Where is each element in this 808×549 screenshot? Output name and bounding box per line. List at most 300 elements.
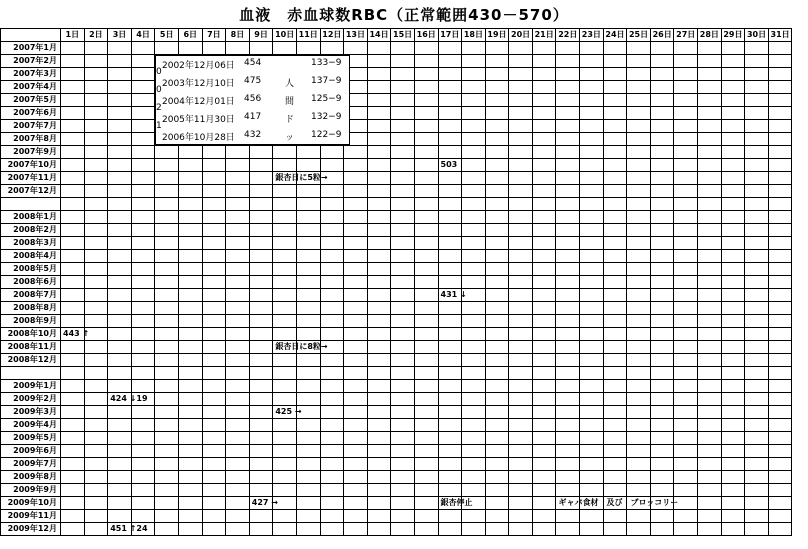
day-cell	[721, 302, 745, 315]
day-cell	[391, 237, 415, 250]
day-cell	[603, 276, 627, 289]
day-cell	[108, 510, 132, 523]
day-cell	[485, 419, 509, 432]
day-cell	[698, 471, 722, 484]
day-cell	[509, 341, 533, 354]
day-cell	[698, 419, 722, 432]
day-cell	[391, 471, 415, 484]
day-cell	[320, 211, 344, 224]
day-cell	[745, 302, 769, 315]
day-cell	[84, 159, 108, 172]
day-cell	[367, 328, 391, 341]
day-cell	[391, 81, 415, 94]
day-header: 8日	[226, 29, 250, 42]
day-cell	[674, 302, 698, 315]
day-cell	[131, 315, 155, 328]
day-cell	[414, 68, 438, 81]
day-cell	[674, 354, 698, 367]
day-cell	[226, 263, 250, 276]
day-cell	[178, 263, 202, 276]
day-cell	[249, 146, 273, 159]
day-cell	[202, 185, 226, 198]
day-cell	[650, 94, 674, 107]
day-cell	[391, 172, 415, 185]
day-cell	[108, 68, 132, 81]
day-cell	[556, 458, 580, 471]
day-cell	[462, 315, 486, 328]
day-cell	[768, 445, 792, 458]
day-cell	[131, 289, 155, 302]
day-cell	[131, 198, 155, 211]
day-cell	[155, 445, 179, 458]
day-cell	[462, 133, 486, 146]
day-cell	[650, 198, 674, 211]
day-cell	[698, 393, 722, 406]
popup-value: 417	[244, 112, 262, 122]
day-cell	[721, 367, 745, 380]
day-cell	[532, 185, 556, 198]
day-cell	[768, 185, 792, 198]
day-cell	[698, 367, 722, 380]
day-cell	[485, 276, 509, 289]
day-cell	[698, 107, 722, 120]
day-cell	[61, 263, 85, 276]
day-cell	[462, 94, 486, 107]
day-cell	[226, 302, 250, 315]
day-cell	[84, 315, 108, 328]
day-cell	[627, 94, 651, 107]
day-cell	[556, 198, 580, 211]
day-cell	[745, 380, 769, 393]
day-cell	[249, 484, 273, 497]
day-cell	[249, 445, 273, 458]
day-cell	[273, 523, 297, 536]
day-cell	[344, 185, 368, 198]
day-cell	[438, 406, 462, 419]
day-cell	[438, 354, 462, 367]
day-cell	[438, 445, 462, 458]
day-cell	[509, 380, 533, 393]
day-cell	[627, 120, 651, 133]
day-cell	[532, 458, 556, 471]
day-cell	[296, 367, 320, 380]
day-cell	[603, 367, 627, 380]
day-cell	[580, 341, 604, 354]
month-label	[1, 198, 61, 211]
day-cell	[202, 211, 226, 224]
day-cell	[155, 354, 179, 367]
day-cell	[485, 328, 509, 341]
day-cell	[273, 458, 297, 471]
day-cell	[509, 471, 533, 484]
day-cell	[226, 198, 250, 211]
day-cell	[155, 523, 179, 536]
day-cell	[768, 367, 792, 380]
day-cell	[438, 380, 462, 393]
day-cell	[556, 289, 580, 302]
day-cell	[556, 432, 580, 445]
day-cell	[108, 497, 132, 510]
day-cell	[226, 159, 250, 172]
day-cell	[650, 367, 674, 380]
day-cell	[580, 94, 604, 107]
day-cell	[391, 341, 415, 354]
day-cell	[580, 250, 604, 263]
day-header: 4日	[131, 29, 155, 42]
day-cell	[108, 328, 132, 341]
day-cell	[155, 224, 179, 237]
popup-date: 2004年12月01日	[162, 97, 235, 107]
day-cell	[462, 263, 486, 276]
day-cell	[414, 315, 438, 328]
popup-wrap: 1	[156, 121, 162, 131]
day-cell	[226, 432, 250, 445]
day-cell	[61, 276, 85, 289]
day-cell	[273, 185, 297, 198]
day-cell	[745, 445, 769, 458]
day-cell	[603, 289, 627, 302]
day-cell	[320, 159, 344, 172]
day-cell	[414, 367, 438, 380]
day-cell	[674, 432, 698, 445]
day-cell	[414, 107, 438, 120]
day-cell	[603, 432, 627, 445]
day-cell	[178, 341, 202, 354]
day-cell	[391, 380, 415, 393]
day-cell	[320, 445, 344, 458]
day-cell	[226, 185, 250, 198]
day-header: 12日	[320, 29, 344, 42]
day-cell	[509, 328, 533, 341]
cell-note: 503	[440, 160, 458, 169]
day-cell	[178, 198, 202, 211]
day-header: 2日	[84, 29, 108, 42]
day-cell	[155, 289, 179, 302]
day-cell	[745, 406, 769, 419]
day-cell	[131, 484, 155, 497]
day-cell	[603, 55, 627, 68]
day-cell	[202, 497, 226, 510]
day-cell	[155, 146, 179, 159]
monthly-grid	[0, 28, 792, 536]
day-cell	[745, 315, 769, 328]
month-label: 2009年9月	[1, 484, 61, 497]
day-cell	[273, 393, 297, 406]
day-cell	[367, 94, 391, 107]
day-cell	[131, 458, 155, 471]
day-cell	[391, 146, 415, 159]
day-cell	[721, 315, 745, 328]
day-cell	[61, 224, 85, 237]
day-cell	[698, 133, 722, 146]
day-cell	[155, 341, 179, 354]
day-cell	[344, 497, 368, 510]
day-cell	[485, 263, 509, 276]
day-cell	[580, 81, 604, 94]
day-cell	[721, 68, 745, 81]
day-cell	[745, 471, 769, 484]
month-row	[1, 146, 792, 159]
day-cell	[721, 484, 745, 497]
day-header: 25日	[627, 29, 651, 42]
day-cell	[674, 406, 698, 419]
day-cell	[462, 380, 486, 393]
day-cell	[131, 328, 155, 341]
day-header: 30日	[745, 29, 769, 42]
day-cell	[698, 523, 722, 536]
day-cell	[485, 185, 509, 198]
day-cell	[249, 224, 273, 237]
day-cell	[556, 406, 580, 419]
month-label: 2007年12月	[1, 185, 61, 198]
day-cell	[367, 315, 391, 328]
day-cell	[367, 380, 391, 393]
day-cell	[108, 315, 132, 328]
day-cell	[509, 68, 533, 81]
day-cell	[202, 289, 226, 302]
day-cell	[462, 146, 486, 159]
day-header: 27日	[674, 29, 698, 42]
day-cell	[296, 276, 320, 289]
day-header: 5日	[155, 29, 179, 42]
day-cell	[627, 510, 651, 523]
day-cell	[296, 328, 320, 341]
day-cell	[745, 185, 769, 198]
day-cell	[108, 432, 132, 445]
day-cell	[61, 211, 85, 224]
day-cell	[627, 367, 651, 380]
day-cell	[296, 380, 320, 393]
day-cell	[603, 471, 627, 484]
day-cell	[367, 198, 391, 211]
day-cell	[485, 380, 509, 393]
day-cell	[438, 276, 462, 289]
day-cell	[698, 172, 722, 185]
day-cell	[556, 42, 580, 55]
day-cell	[414, 289, 438, 302]
day-cell	[320, 185, 344, 198]
day-cell	[84, 250, 108, 263]
month-label: 2009年4月	[1, 419, 61, 432]
day-cell	[509, 523, 533, 536]
day-cell	[462, 432, 486, 445]
day-cell	[509, 81, 533, 94]
day-cell	[296, 484, 320, 497]
day-cell	[344, 406, 368, 419]
day-cell	[674, 159, 698, 172]
day-cell	[344, 302, 368, 315]
day-cell	[367, 484, 391, 497]
month-row	[1, 497, 792, 510]
day-cell	[556, 484, 580, 497]
day-header: 22日	[556, 29, 580, 42]
day-cell	[745, 276, 769, 289]
day-cell	[438, 55, 462, 68]
day-cell	[178, 523, 202, 536]
day-cell	[509, 484, 533, 497]
day-cell	[344, 393, 368, 406]
day-cell	[674, 68, 698, 81]
day-cell	[485, 81, 509, 94]
day-cell	[745, 419, 769, 432]
day-cell	[438, 172, 462, 185]
day-cell	[438, 68, 462, 81]
month-row	[1, 289, 792, 302]
day-cell	[580, 289, 604, 302]
day-cell	[108, 471, 132, 484]
day-cell	[509, 237, 533, 250]
day-cell	[320, 458, 344, 471]
day-cell	[61, 172, 85, 185]
month-row	[1, 133, 792, 146]
day-cell	[155, 458, 179, 471]
month-label: 2009年3月	[1, 406, 61, 419]
day-cell	[745, 172, 769, 185]
month-label: 2009年10月	[1, 497, 61, 510]
day-cell	[367, 81, 391, 94]
day-cell	[84, 458, 108, 471]
day-cell	[178, 185, 202, 198]
day-cell	[226, 315, 250, 328]
day-cell	[580, 367, 604, 380]
day-cell	[485, 406, 509, 419]
day-cell	[178, 328, 202, 341]
day-cell	[61, 406, 85, 419]
day-cell	[485, 302, 509, 315]
day-cell	[462, 393, 486, 406]
day-cell	[84, 380, 108, 393]
day-cell	[650, 419, 674, 432]
day-cell	[509, 406, 533, 419]
day-cell	[721, 224, 745, 237]
day-cell	[391, 393, 415, 406]
day-cell	[674, 367, 698, 380]
day-cell	[131, 237, 155, 250]
day-cell	[61, 81, 85, 94]
popup-char: ッ	[285, 133, 295, 143]
day-cell	[462, 367, 486, 380]
day-cell	[61, 55, 85, 68]
day-cell	[61, 354, 85, 367]
day-cell	[438, 185, 462, 198]
day-cell	[603, 315, 627, 328]
day-cell	[745, 497, 769, 510]
day-cell	[61, 341, 85, 354]
day-cell	[438, 120, 462, 133]
day-cell	[768, 81, 792, 94]
day-header: 6日	[178, 29, 202, 42]
day-cell	[556, 68, 580, 81]
day-cell	[721, 432, 745, 445]
popup-range: 132−9	[311, 112, 342, 122]
day-cell	[249, 341, 273, 354]
day-cell	[320, 354, 344, 367]
day-cell	[745, 328, 769, 341]
day-cell	[202, 198, 226, 211]
day-cell	[108, 81, 132, 94]
day-cell	[344, 367, 368, 380]
day-cell	[768, 302, 792, 315]
day-cell	[532, 406, 556, 419]
day-cell	[698, 224, 722, 237]
day-cell	[391, 510, 415, 523]
month-label: 2008年8月	[1, 302, 61, 315]
day-cell	[745, 107, 769, 120]
day-cell	[627, 81, 651, 94]
day-cell	[674, 315, 698, 328]
day-cell	[391, 484, 415, 497]
day-cell	[249, 367, 273, 380]
day-cell	[344, 341, 368, 354]
day-cell	[485, 120, 509, 133]
day-cell	[296, 211, 320, 224]
popup-value: 432	[244, 130, 262, 140]
day-cell	[462, 120, 486, 133]
day-cell	[108, 211, 132, 224]
month-label: 2009年2月	[1, 393, 61, 406]
day-cell	[108, 380, 132, 393]
day-cell	[226, 289, 250, 302]
day-cell	[745, 237, 769, 250]
day-cell	[627, 133, 651, 146]
day-cell	[532, 237, 556, 250]
day-cell	[320, 263, 344, 276]
day-cell	[61, 497, 85, 510]
day-cell	[367, 432, 391, 445]
day-cell	[273, 159, 297, 172]
month-row	[1, 159, 792, 172]
day-cell	[178, 237, 202, 250]
day-cell	[108, 198, 132, 211]
day-cell	[178, 432, 202, 445]
day-cell	[344, 172, 368, 185]
day-cell	[344, 237, 368, 250]
day-cell	[509, 94, 533, 107]
month-row	[1, 198, 792, 211]
day-cell	[603, 198, 627, 211]
day-cell	[532, 484, 556, 497]
day-cell	[532, 510, 556, 523]
day-cell	[721, 458, 745, 471]
month-label: 2008年5月	[1, 263, 61, 276]
month-row	[1, 224, 792, 237]
day-cell	[202, 445, 226, 458]
day-cell	[674, 42, 698, 55]
day-cell	[296, 42, 320, 55]
day-cell	[320, 510, 344, 523]
day-cell	[155, 380, 179, 393]
day-cell	[627, 172, 651, 185]
day-header-row	[1, 29, 792, 42]
day-cell	[721, 289, 745, 302]
day-cell	[768, 107, 792, 120]
day-cell	[202, 224, 226, 237]
day-cell	[108, 341, 132, 354]
day-cell	[367, 302, 391, 315]
day-cell	[603, 380, 627, 393]
cell-note: 銀杏停止	[440, 498, 473, 507]
day-cell	[273, 328, 297, 341]
day-cell	[202, 380, 226, 393]
day-cell	[745, 367, 769, 380]
day-cell	[178, 484, 202, 497]
popup-char: 人	[285, 79, 295, 89]
day-cell	[226, 367, 250, 380]
day-cell	[698, 445, 722, 458]
day-cell	[721, 146, 745, 159]
day-cell	[650, 328, 674, 341]
month-label: 2007年11月	[1, 172, 61, 185]
